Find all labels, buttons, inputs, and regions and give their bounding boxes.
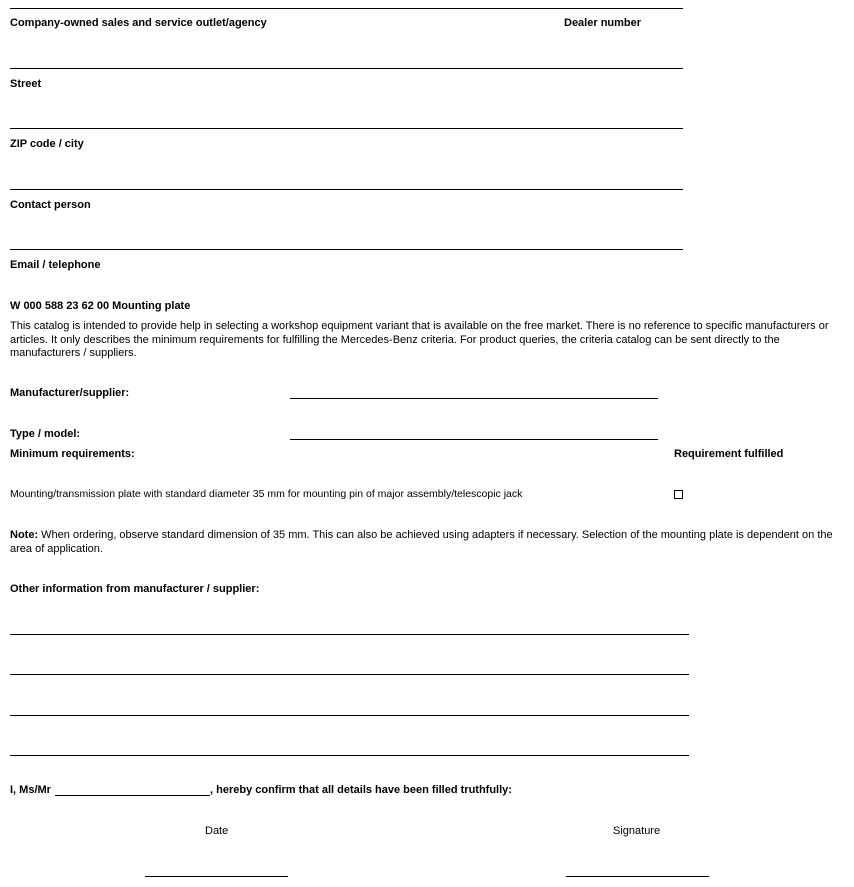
dealer-number-label: Dealer number: [564, 17, 642, 29]
min-requirements-header: Minimum requirements:: [10, 448, 135, 460]
product-title: W 000 588 23 62 00 Mounting plate: [10, 300, 191, 312]
date-label: Date: [205, 825, 229, 837]
confirmation-suffix: , hereby confirm that all details have been filled truthfully:: [210, 784, 512, 796]
other-info-line[interactable]: [10, 634, 689, 635]
confirmation-prefix: I, Ms/Mr: [10, 784, 51, 796]
note-label: Note:: [10, 529, 39, 541]
street-line[interactable]: [10, 68, 683, 69]
name-field[interactable]: [55, 795, 210, 796]
requirement-fulfilled-header: Requirement fulfilled: [674, 448, 784, 460]
product-description: This catalog is intended to provide help in selecting a workshop equipment variant that is available on the free market. There is no reference to specific manufacturers or articles. It only describes the minimum requirements for fulfilling the Mercedes-Benz criteria. For product queries, the criteria catalog can be sent directly to the manufacturers / suppliers.: [10, 320, 829, 359]
other-info-line[interactable]: [10, 715, 689, 716]
requirement-item: Mounting/transmission plate with standard diameter 35 mm for mounting pin of major assembly/telescopic jack: [10, 488, 523, 500]
zip-city-label: ZIP code / city: [10, 138, 84, 150]
outlet-label: Company-owned sales and service outlet/agency: [10, 17, 267, 29]
zip-city-line[interactable]: [10, 128, 683, 129]
contact-label: Contact person: [10, 199, 91, 211]
outlet-line[interactable]: [10, 8, 683, 9]
other-info-line[interactable]: [10, 674, 689, 675]
note-paragraph: [10, 529, 850, 556]
note-text: When ordering, observe standard dimension of 35 mm. This can also be achieved using adapters if necessary. Selection of the mounting plate is dependent on the area of application.: [10, 529, 833, 555]
manufacturer-field[interactable]: [290, 398, 658, 399]
contact-line[interactable]: [10, 189, 683, 190]
date-field[interactable]: [145, 876, 288, 877]
signature-field[interactable]: [566, 876, 709, 877]
type-label: Type / model:: [10, 428, 81, 440]
signature-label: Signature: [613, 825, 661, 837]
type-field[interactable]: [290, 439, 658, 440]
other-info-label: Other information from manufacturer / supplier:: [10, 583, 260, 595]
manufacturer-label: Manufacturer/supplier:: [10, 387, 130, 399]
street-label: Street: [10, 78, 42, 90]
email-label: Email / telephone: [10, 259, 101, 271]
requirement-checkbox[interactable]: [674, 490, 683, 499]
other-info-line[interactable]: [10, 755, 689, 756]
email-line[interactable]: [10, 249, 683, 250]
